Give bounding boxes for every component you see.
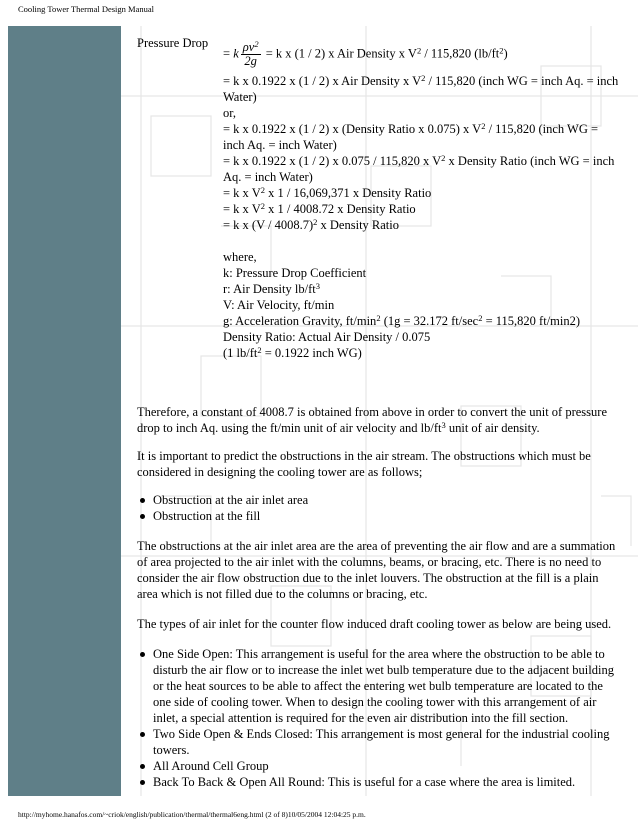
eq-text: = k x 0.1922 x (1 / 2) x 0.075 / 115,820 x V	[223, 154, 442, 168]
definition-conversion	[223, 345, 619, 361]
definition-k: k: Pressure Drop Coefficient	[223, 266, 367, 280]
eq-text: = k x V	[223, 202, 261, 216]
eq-text: x Density Ratio (inch WG = inch Aq. = inch Water)	[223, 154, 615, 184]
eq-text: / 115,820 (inch WG = inch Aq. = inch Water)	[223, 74, 619, 104]
list-item: Obstruction at the air inlet area	[153, 492, 619, 508]
exp-2: 2	[421, 73, 426, 83]
definition-density-ratio: Density Ratio: Actual Air Density / 0.075	[223, 330, 431, 344]
exp-2: 2	[481, 121, 486, 131]
list-item: Obstruction at the fill	[153, 508, 619, 524]
eq-text: x Density Ratio	[317, 218, 399, 232]
where-label: where,	[223, 250, 257, 264]
numerator-text: ρv	[242, 40, 255, 54]
spacer	[137, 524, 619, 538]
eq-line	[223, 73, 619, 105]
exp-2: 2	[416, 45, 422, 56]
eq-line1-b: / 115,820 (lb/ft	[421, 46, 500, 61]
eq-line	[223, 201, 619, 217]
paragraph-constant	[137, 404, 619, 436]
eq-text: = k x (V / 4008.7)	[223, 218, 314, 232]
paragraph-air-inlet: The obstructions at the air inlet area are the area of preventing the air flow and are a summation of area projected to the air inlet with the columns, beams, or bracing, etc. There is no need to consider the air flow obstruction due to the inlet louvers. The obstruction at the fill is a plain area which is not filled due to the columns or bracing, etc.	[137, 539, 616, 601]
numerator-exponent: 2	[254, 39, 259, 49]
equals-sign: =	[223, 46, 234, 61]
spacer	[137, 361, 619, 404]
spacer	[137, 480, 619, 492]
exp-2: 2	[499, 45, 504, 56]
fraction-denominator: 2g	[244, 54, 257, 68]
pressure-drop-formula	[223, 41, 508, 68]
list-item: Back To Back & Open All Round: This is useful for a case where the area is limited.	[153, 774, 619, 790]
equation-block	[223, 73, 619, 361]
exp-2: 2	[257, 345, 262, 355]
pressure-drop-row	[137, 35, 619, 73]
spacer	[137, 602, 619, 616]
exp-2: 2	[260, 185, 265, 195]
eq-text: = k x 0.1922 x (1 / 2) x (Density Ratio x 0.075) x V	[223, 122, 482, 136]
exp-2: 2	[478, 313, 483, 323]
eq-text: x 1 / 4008.72 x Density Ratio	[264, 202, 416, 216]
spacer	[137, 436, 619, 448]
def-text: = 115,820 ft/min2)	[482, 314, 581, 328]
eq-line	[223, 185, 619, 201]
eq-text: = k x 0.1922 x (1 / 2) x Air Density x V	[223, 74, 422, 88]
eq-text: / 115,820 (inch WG = inch Aq. = inch Water)	[223, 122, 599, 152]
para-text: Therefore, a constant of 4008.7 is obtained from above in order to convert the unit of pressure drop to inch Aq. using the ft/min unit of air velocity and lb/ft	[137, 405, 607, 435]
eq-text: x 1 / 16,069,371 x Density Ratio	[264, 186, 432, 200]
exp-2: 2	[376, 313, 381, 323]
exp-2: 2	[441, 153, 446, 163]
exp-2: 2	[260, 201, 265, 211]
decorative-sidebar	[8, 26, 121, 796]
inlet-type-list	[137, 646, 619, 790]
exp-2: 2	[313, 217, 318, 227]
eq-line1-c: )	[503, 46, 508, 61]
pressure-drop-label: Pressure Drop	[137, 36, 209, 50]
page-footer-url: http://myhome.hanafos.com/~criok/english/publication/thermal/thermal6eng.html (2 of 8)10/05/2004 12:04:25 p.m.	[18, 810, 366, 819]
running-header: Cooling Tower Thermal Design Manual	[18, 4, 155, 14]
document-body	[137, 35, 619, 790]
formula-fraction	[241, 41, 261, 68]
eq-text: = k x V	[223, 186, 261, 200]
spacer	[137, 632, 619, 646]
eq-line1-a: = k x (1 / 2) x Air Density x V	[262, 46, 417, 61]
def-text: = 0.1922 inch WG)	[261, 346, 362, 360]
exp-3: 3	[441, 420, 446, 430]
list-item: Two Side Open & Ends Closed: This arrangement is most general for the industrial cooling towers.	[153, 726, 619, 758]
def-text: (1g = 32.172 ft/sec	[380, 314, 479, 328]
eq-line	[223, 153, 619, 185]
obstruction-list	[137, 492, 619, 524]
spacer	[223, 233, 619, 249]
definition-v: V: Air Velocity, ft/min	[223, 298, 335, 312]
eq-line	[223, 121, 619, 153]
para-text: unit of air density.	[445, 421, 540, 435]
list-item: One Side Open: This arrangement is useful for the area where the obstruction to be able to disturb the air flow or to increase the inlet wet bulb temperature due to the adjacent building or the heat sources to be able to affect the entering wet bulb temperature are located to the one side of cooling tower. When to design the cooling tower with this arrangement of air inlet, a special attention is required for the even air distribution into the fill section.	[153, 646, 619, 726]
def-text: g: Acceleration Gravity, ft/min	[223, 314, 377, 328]
list-item: All Around Cell Group	[153, 758, 619, 774]
eq-line: or,	[223, 106, 237, 120]
k-symbol: k	[233, 46, 239, 61]
def-text: r: Air Density lb/ft	[223, 282, 316, 296]
definition-g	[223, 313, 619, 329]
paragraph-inlet-types: The types of air inlet for the counter flow induced draft cooling tower as below are being used.	[137, 617, 612, 631]
eq-line	[223, 217, 619, 233]
definition-r	[223, 281, 619, 297]
fraction-numerator	[241, 41, 261, 55]
exp-3: 3	[315, 281, 320, 291]
paragraph-obstructions: It is important to predict the obstructions in the air stream. The obstructions which must be considered in designing the cooling tower are as follows;	[137, 449, 591, 479]
def-text: (1 lb/ft	[223, 346, 258, 360]
